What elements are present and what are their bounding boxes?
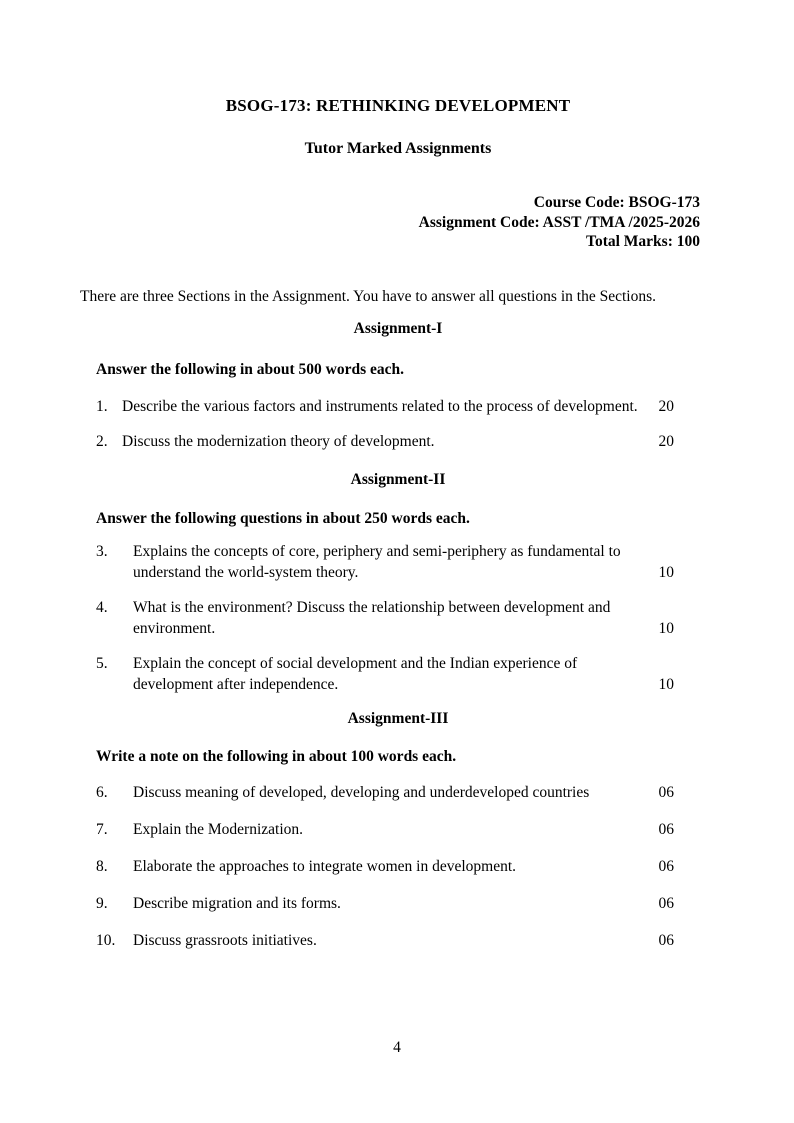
question-list-assignment-1 — [96, 396, 674, 452]
question-text: Explain the Modernization. — [133, 820, 304, 838]
intro-paragraph: There are three Sections in the Assignment. You have to answer all questions in the Sections. — [80, 287, 656, 305]
question-number: 2. — [96, 432, 108, 450]
total-marks: Total Marks: 100 — [586, 233, 700, 250]
question-row — [96, 653, 674, 695]
question-number: 5. — [96, 654, 108, 672]
question-text: Elaborate the approaches to integrate women in development. — [133, 857, 517, 875]
course-code: Course Code: BSOG-173 — [533, 194, 700, 211]
question-row — [96, 893, 674, 914]
section-instruction-assignment-3: Write a note on the following in about 100 words each. — [96, 747, 457, 765]
question-number: 4. — [96, 598, 108, 616]
question-row — [96, 819, 674, 840]
question-number: 10. — [96, 931, 116, 949]
question-text: Explain the concept of social development and the Indian experience of development after independence. — [133, 654, 578, 693]
question-marks: 06 — [658, 783, 674, 801]
question-text: Discuss meaning of developed, developing and underdeveloped countries — [133, 783, 590, 801]
question-marks: 10 — [658, 675, 674, 693]
page-number: 4 — [393, 1039, 401, 1056]
question-text: Discuss the modernization theory of development. — [122, 432, 435, 450]
section-heading-assignment-1: Assignment-I — [353, 319, 443, 337]
question-number: 6. — [96, 783, 108, 801]
question-row — [96, 782, 674, 803]
question-marks: 20 — [658, 397, 674, 415]
question-marks: 10 — [658, 619, 674, 637]
assignment-code: Assignment Code: ASST /TMA /2025-2026 — [418, 213, 700, 231]
question-marks: 06 — [658, 931, 674, 949]
question-row — [96, 856, 674, 877]
course-info-block — [96, 193, 700, 252]
question-text: Describe migration and its forms. — [133, 894, 341, 912]
question-text: What is the environment? Discuss the relationship between development and environment. — [133, 598, 611, 637]
section-instruction-assignment-2: Answer the following questions in about 250 words each. — [96, 509, 470, 527]
question-number: 3. — [96, 542, 108, 560]
question-number: 9. — [96, 894, 108, 912]
question-text: Discuss grassroots initiatives. — [133, 931, 317, 949]
question-number: 7. — [96, 820, 108, 838]
document-subtitle: Tutor Marked Assignments — [304, 140, 492, 157]
question-list-assignment-3 — [96, 782, 674, 951]
question-marks: 20 — [658, 432, 674, 450]
question-list-assignment-2 — [96, 541, 674, 695]
question-row — [96, 431, 674, 452]
question-marks: 06 — [658, 857, 674, 875]
question-row — [96, 930, 674, 951]
document-title: BSOG-173: RETHINKING DEVELOPMENT — [225, 96, 571, 115]
question-number: 1. — [96, 397, 108, 415]
section-instruction-assignment-1: Answer the following in about 500 words each. — [96, 360, 405, 378]
question-row — [96, 396, 674, 417]
question-marks: 06 — [658, 894, 674, 912]
question-text: Describe the various factors and instruments related to the process of development. — [122, 397, 638, 415]
question-row — [96, 597, 674, 639]
question-marks: 06 — [658, 820, 674, 838]
question-row — [96, 541, 674, 583]
section-heading-assignment-2: Assignment-II — [350, 470, 446, 488]
question-marks: 10 — [658, 563, 674, 581]
question-number: 8. — [96, 857, 108, 875]
section-heading-assignment-3: Assignment-III — [347, 709, 449, 727]
question-text: Explains the concepts of core, periphery and semi-periphery as fundamental to understand the world-system theory. — [133, 542, 621, 581]
